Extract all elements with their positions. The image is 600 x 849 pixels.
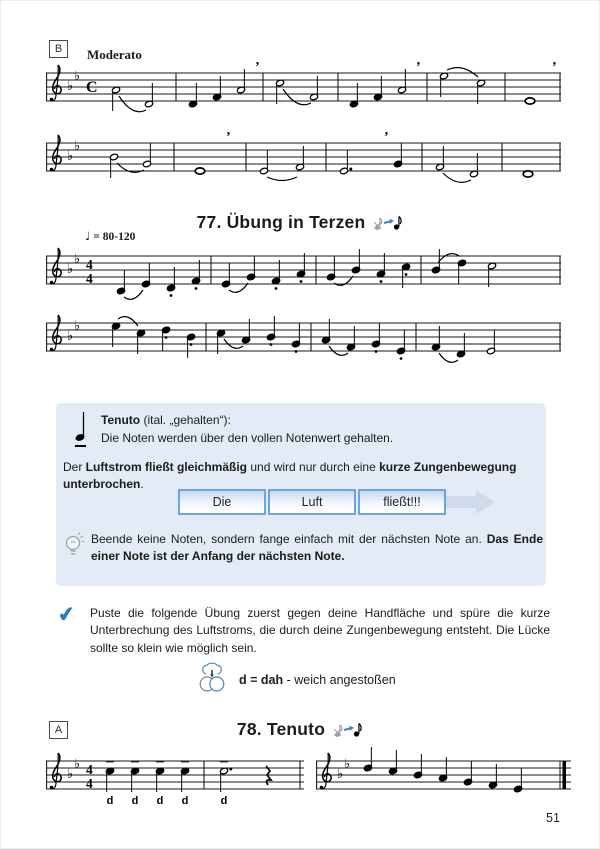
svg-text:d: d	[106, 795, 114, 807]
svg-text:♭: ♭	[74, 757, 81, 772]
staff-exercise-78-right	[316, 749, 571, 811]
quarter-note-glyph: ♩	[85, 229, 91, 243]
svg-text:♭: ♭	[337, 767, 344, 782]
svg-text:d: d	[156, 795, 164, 807]
svg-text:♭: ♭	[74, 319, 81, 334]
svg-text:♭: ♭	[67, 79, 74, 94]
tenuto-definition-line-1	[101, 412, 531, 429]
exercise-78-title: 78. Tenuto	[236, 719, 326, 739]
svg-text:♭: ♭	[67, 329, 74, 344]
tenuto-info-panel	[56, 403, 546, 586]
airflow-bold-2: kurze Zungenbewegung unterbrochen	[63, 460, 517, 492]
play-along-icon	[373, 213, 403, 233]
flow-boxes-row	[178, 489, 496, 515]
airflow-part-1: Der	[63, 460, 86, 474]
svg-text:d: d	[220, 795, 228, 807]
tenuto-term-rest: (ital. „gehalten“):	[140, 413, 231, 427]
svg-text:C: C	[86, 79, 98, 96]
svg-text:4: 4	[86, 776, 93, 791]
flow-box-luft: Luft	[268, 489, 356, 515]
flow-box-fliesst: fließt!!!	[358, 489, 446, 515]
exercise-78-title-row	[1, 719, 599, 740]
airflow-part-3: .	[140, 477, 144, 492]
section-letter-a-label: A	[54, 724, 63, 736]
svg-text:4: 4	[86, 271, 93, 286]
tip-bold-1: Das Ende einer Note ist der Anfang der nächsten Note.	[91, 532, 543, 564]
mouth-articulation-icon	[198, 662, 226, 694]
tip-text	[91, 531, 543, 566]
svg-text:d: d	[131, 795, 139, 807]
svg-text:’: ’	[255, 60, 260, 75]
tenuto-definition-line-2: Die Noten werden über den vollen Notenwert gehalten.	[101, 431, 394, 445]
lightbulb-icon	[63, 533, 87, 559]
tenuto-term: Tenuto	[101, 413, 141, 427]
svg-text:4: 4	[86, 257, 93, 272]
svg-text:d: d	[181, 795, 189, 807]
staff-exercise-b-line-2	[46, 131, 561, 187]
svg-text:♭: ♭	[74, 69, 81, 84]
practice-text: Puste die folgende Übung zuerst gegen deine Handfläche und spüre die kurze Unterbrechung des Luftstroms, die durch deine Zungenbewegung entsteht. Die Lücke sollte so klein wie möglich sein.	[90, 606, 550, 655]
section-letter-b	[49, 40, 68, 58]
airflow-part-2: und wird nur durch eine	[247, 460, 380, 474]
dah-bold: d = dah	[239, 673, 284, 687]
svg-text:♭: ♭	[67, 149, 74, 164]
dah-rest: - weich angestoßen	[283, 673, 396, 687]
svg-text:’: ’	[384, 130, 389, 145]
svg-text:4: 4	[86, 762, 93, 777]
tip-part-1: Beende keine Noten, sondern fange einfach mit der nächsten Note an.	[91, 532, 487, 546]
svg-text:♭: ♭	[74, 252, 81, 267]
tempo-value: = 80-120	[90, 231, 136, 243]
tempo-marking	[85, 229, 135, 243]
tempo-word-moderato: Moderato	[87, 47, 142, 62]
page-number: 51	[546, 811, 560, 825]
staff-exercise-b-line-1	[46, 61, 561, 117]
svg-text:♭: ♭	[67, 767, 74, 782]
check-icon: ✔	[56, 602, 77, 628]
svg-text:’: ’	[226, 130, 231, 145]
flow-box-die: Die	[178, 489, 266, 515]
staff-exercise-77-line-1	[46, 244, 561, 302]
tenuto-note-icon	[72, 410, 90, 452]
section-letter-b-label: B	[54, 43, 63, 55]
staff-exercise-78-left	[46, 749, 304, 811]
airflow-bold-1: Luftstrom fließt gleichmäßig	[85, 460, 248, 474]
exercise-77-title: 77. Übung in Terzen	[196, 212, 366, 232]
svg-text:♭: ♭	[74, 139, 81, 154]
dah-explanation	[239, 673, 396, 687]
svg-text:’: ’	[416, 60, 421, 75]
svg-text:♭: ♭	[67, 262, 74, 277]
svg-text:’: ’	[552, 60, 557, 75]
play-along-icon	[333, 720, 363, 740]
svg-text:♭: ♭	[344, 757, 351, 772]
flow-arrow-icon	[446, 489, 496, 515]
staff-exercise-77-line-2	[46, 311, 561, 369]
